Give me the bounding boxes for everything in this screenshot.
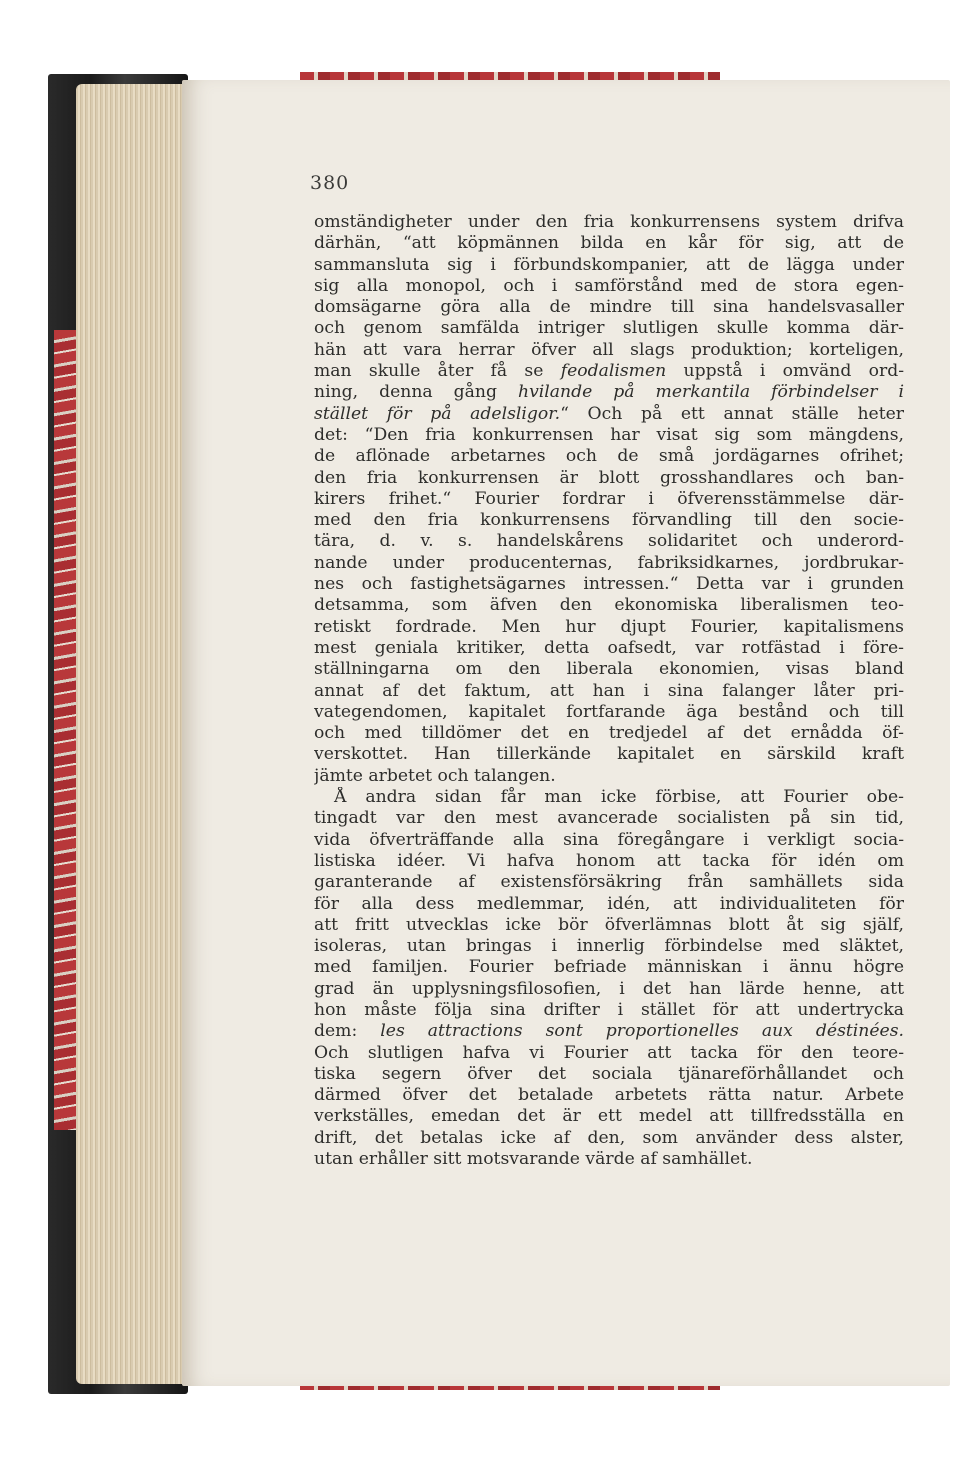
italic-text: les attractions sont proportionelles aux déstinées. [380, 1021, 904, 1042]
text-span: detsamma, som äfven den ekonomiska liberalismen teo- [314, 595, 904, 616]
text-span: mest geniala kritiker, detta oafsedt, var rotfästad i före- [314, 637, 904, 658]
text-line [314, 617, 904, 638]
text-span: verkställes, emedan det är ett medel att tillfredsställa en [314, 1106, 904, 1127]
text-line [314, 404, 904, 425]
text-line [314, 681, 904, 702]
text-span: dem: [314, 1021, 381, 1042]
text-span: ställningarna om den liberala ekonomien, visas bland [314, 659, 904, 680]
page-number: 380 [310, 172, 350, 194]
text-line [314, 1021, 904, 1042]
text-line [314, 340, 904, 361]
text-line [314, 851, 904, 872]
text-line [314, 915, 904, 936]
text-span: sig alla monopol, och i samförstånd med de stora egen- [314, 275, 904, 296]
text-line [314, 744, 904, 765]
text-span: med den fria konkurrensens förvandling till den socie- [314, 510, 904, 531]
text-span: Å andra sidan får man icke förbise, att Fourier obe- [334, 787, 904, 808]
text-span: Och slutligen hafva vi Fourier att tacka för den teore- [314, 1042, 904, 1063]
text-span: utan erhåller sitt motsvarande värde af samhället. [314, 1149, 753, 1170]
text-line [314, 255, 904, 276]
text-line [314, 830, 904, 851]
text-line [314, 808, 904, 829]
text-line [314, 233, 904, 254]
text-line [314, 531, 904, 552]
text-span: tära, d. v. s. handelskårens solidaritet och underord- [314, 531, 904, 552]
text-line [314, 595, 904, 616]
text-line [314, 957, 904, 978]
text-span: grad än upplysningsfilosofien, i det han lärde henne, att [314, 978, 904, 999]
text-line [314, 872, 904, 893]
text-line [314, 979, 904, 1000]
text-span: verskottet. Han tillerkände kapitalet en särskild kraft [314, 744, 904, 765]
text-span: retiskt fordrade. Men hur djupt Fourier, kapitalismens [314, 616, 904, 637]
text-line [314, 489, 904, 510]
text-span: därmed öfver det betalade arbetets rätta natur. Arbete [314, 1085, 904, 1106]
italic-text: hvilande på merkantila förbindelser i [518, 382, 904, 403]
text-line [314, 787, 904, 808]
text-line [314, 723, 904, 744]
text-line [314, 425, 904, 446]
text-line [314, 361, 904, 382]
text-span: tingadt var den mest avancerade socialisten på sin tid, [314, 808, 904, 829]
text-span: vida öfverträffande alla sina föregångare i verkligt socia- [314, 829, 904, 850]
text-line [314, 638, 904, 659]
text-span: för alla dess medlemmar, idén, att individualiteten för [314, 893, 904, 914]
text-line [314, 1106, 904, 1127]
text-span: sammansluta sig i förbundskompanier, att de lägga under [314, 254, 904, 275]
text-span: därhän, “att köpmännen bilda en kår för sig, att de [314, 233, 904, 254]
text-line [314, 1085, 904, 1106]
text-line [314, 1000, 904, 1021]
text-line [314, 1043, 904, 1064]
text-span: listiska idéer. Vi hafva honom att tacka för idén om [314, 850, 904, 871]
text-span: den fria konkurrensen är blott grosshandlares och ban- [314, 467, 904, 488]
text-line [314, 382, 904, 403]
text-line [314, 446, 904, 467]
text-span: isoleras, utan bringas i innerlig förbindelse med släktet, [314, 936, 904, 957]
text-line [314, 553, 904, 574]
text-span: hän att vara herrar öfver all slags produktion; korteligen, [314, 339, 904, 360]
text-span: “ Och på ett annat ställe heter [560, 403, 904, 424]
text-span: att fritt utvecklas icke bör öfverlämnas blott åt sig själf, [314, 914, 904, 935]
text-line [314, 574, 904, 595]
text-line [314, 212, 904, 233]
text-line [314, 894, 904, 915]
text-line [314, 659, 904, 680]
text-line [314, 936, 904, 957]
text-span: man skulle åter få se [314, 361, 561, 382]
text-span: nes och fastighetsägarnes intressen.“ Detta var i grunden [314, 574, 904, 595]
text-span: med familjen. Fourier befriade människan i ännu högre [314, 957, 904, 978]
text-line [314, 766, 904, 787]
text-line [314, 318, 904, 339]
text-span: det: “Den fria konkurrensen har visat sig som mängdens, [314, 424, 904, 445]
text-span: drift, det betalas icke af den, som använder dess alster, [314, 1127, 904, 1148]
text-span: och med tilldömer det en tredjedel af det ernådda öf- [314, 723, 904, 744]
text-line [314, 468, 904, 489]
text-line [314, 1149, 904, 1170]
text-span: hon måste följa sina drifter i stället för att undertrycka [314, 999, 904, 1020]
text-span: uppstå i omvänd ord- [666, 361, 904, 382]
text-line [314, 297, 904, 318]
italic-text: feodalismen [560, 361, 667, 382]
text-span: nande under producenternas, fabriksidkarnes, jordbrukar- [314, 552, 904, 573]
text-span: vategendomen, kapitalet fortfarande äga bestånd och till [314, 701, 904, 722]
body-text [314, 212, 904, 1170]
text-line [314, 276, 904, 297]
text-span: domsägarne göra alla de mindre till sina handelsvasaller [314, 297, 904, 318]
page-stack [76, 84, 188, 1384]
text-line [314, 702, 904, 723]
text-span: tiska segern öfver det sociala tjänareförhållandet och [314, 1063, 904, 1084]
text-span: omständigheter under den fria konkurrensens system drifva [314, 212, 904, 232]
text-span: jämte arbetet och talangen. [314, 765, 556, 786]
italic-text: stället för på adelsligor. [314, 403, 561, 424]
text-line [314, 1064, 904, 1085]
text-span: kirers frihet.“ Fourier fordrar i öfverensstämmelse där- [314, 488, 904, 509]
text-line [314, 1128, 904, 1149]
text-line [314, 510, 904, 531]
text-span: ning, denna gång [314, 382, 519, 403]
text-span: och genom samfälda intriger slutligen skulle komma där- [314, 318, 904, 339]
text-span: de aflönade arbetarnes och de små jordägarnes ofrihet; [314, 446, 904, 467]
text-span: garanterande af existensförsäkring från samhällets sida [314, 872, 904, 893]
text-span: annat af det faktum, att han i sina falanger låter pri- [314, 680, 904, 701]
